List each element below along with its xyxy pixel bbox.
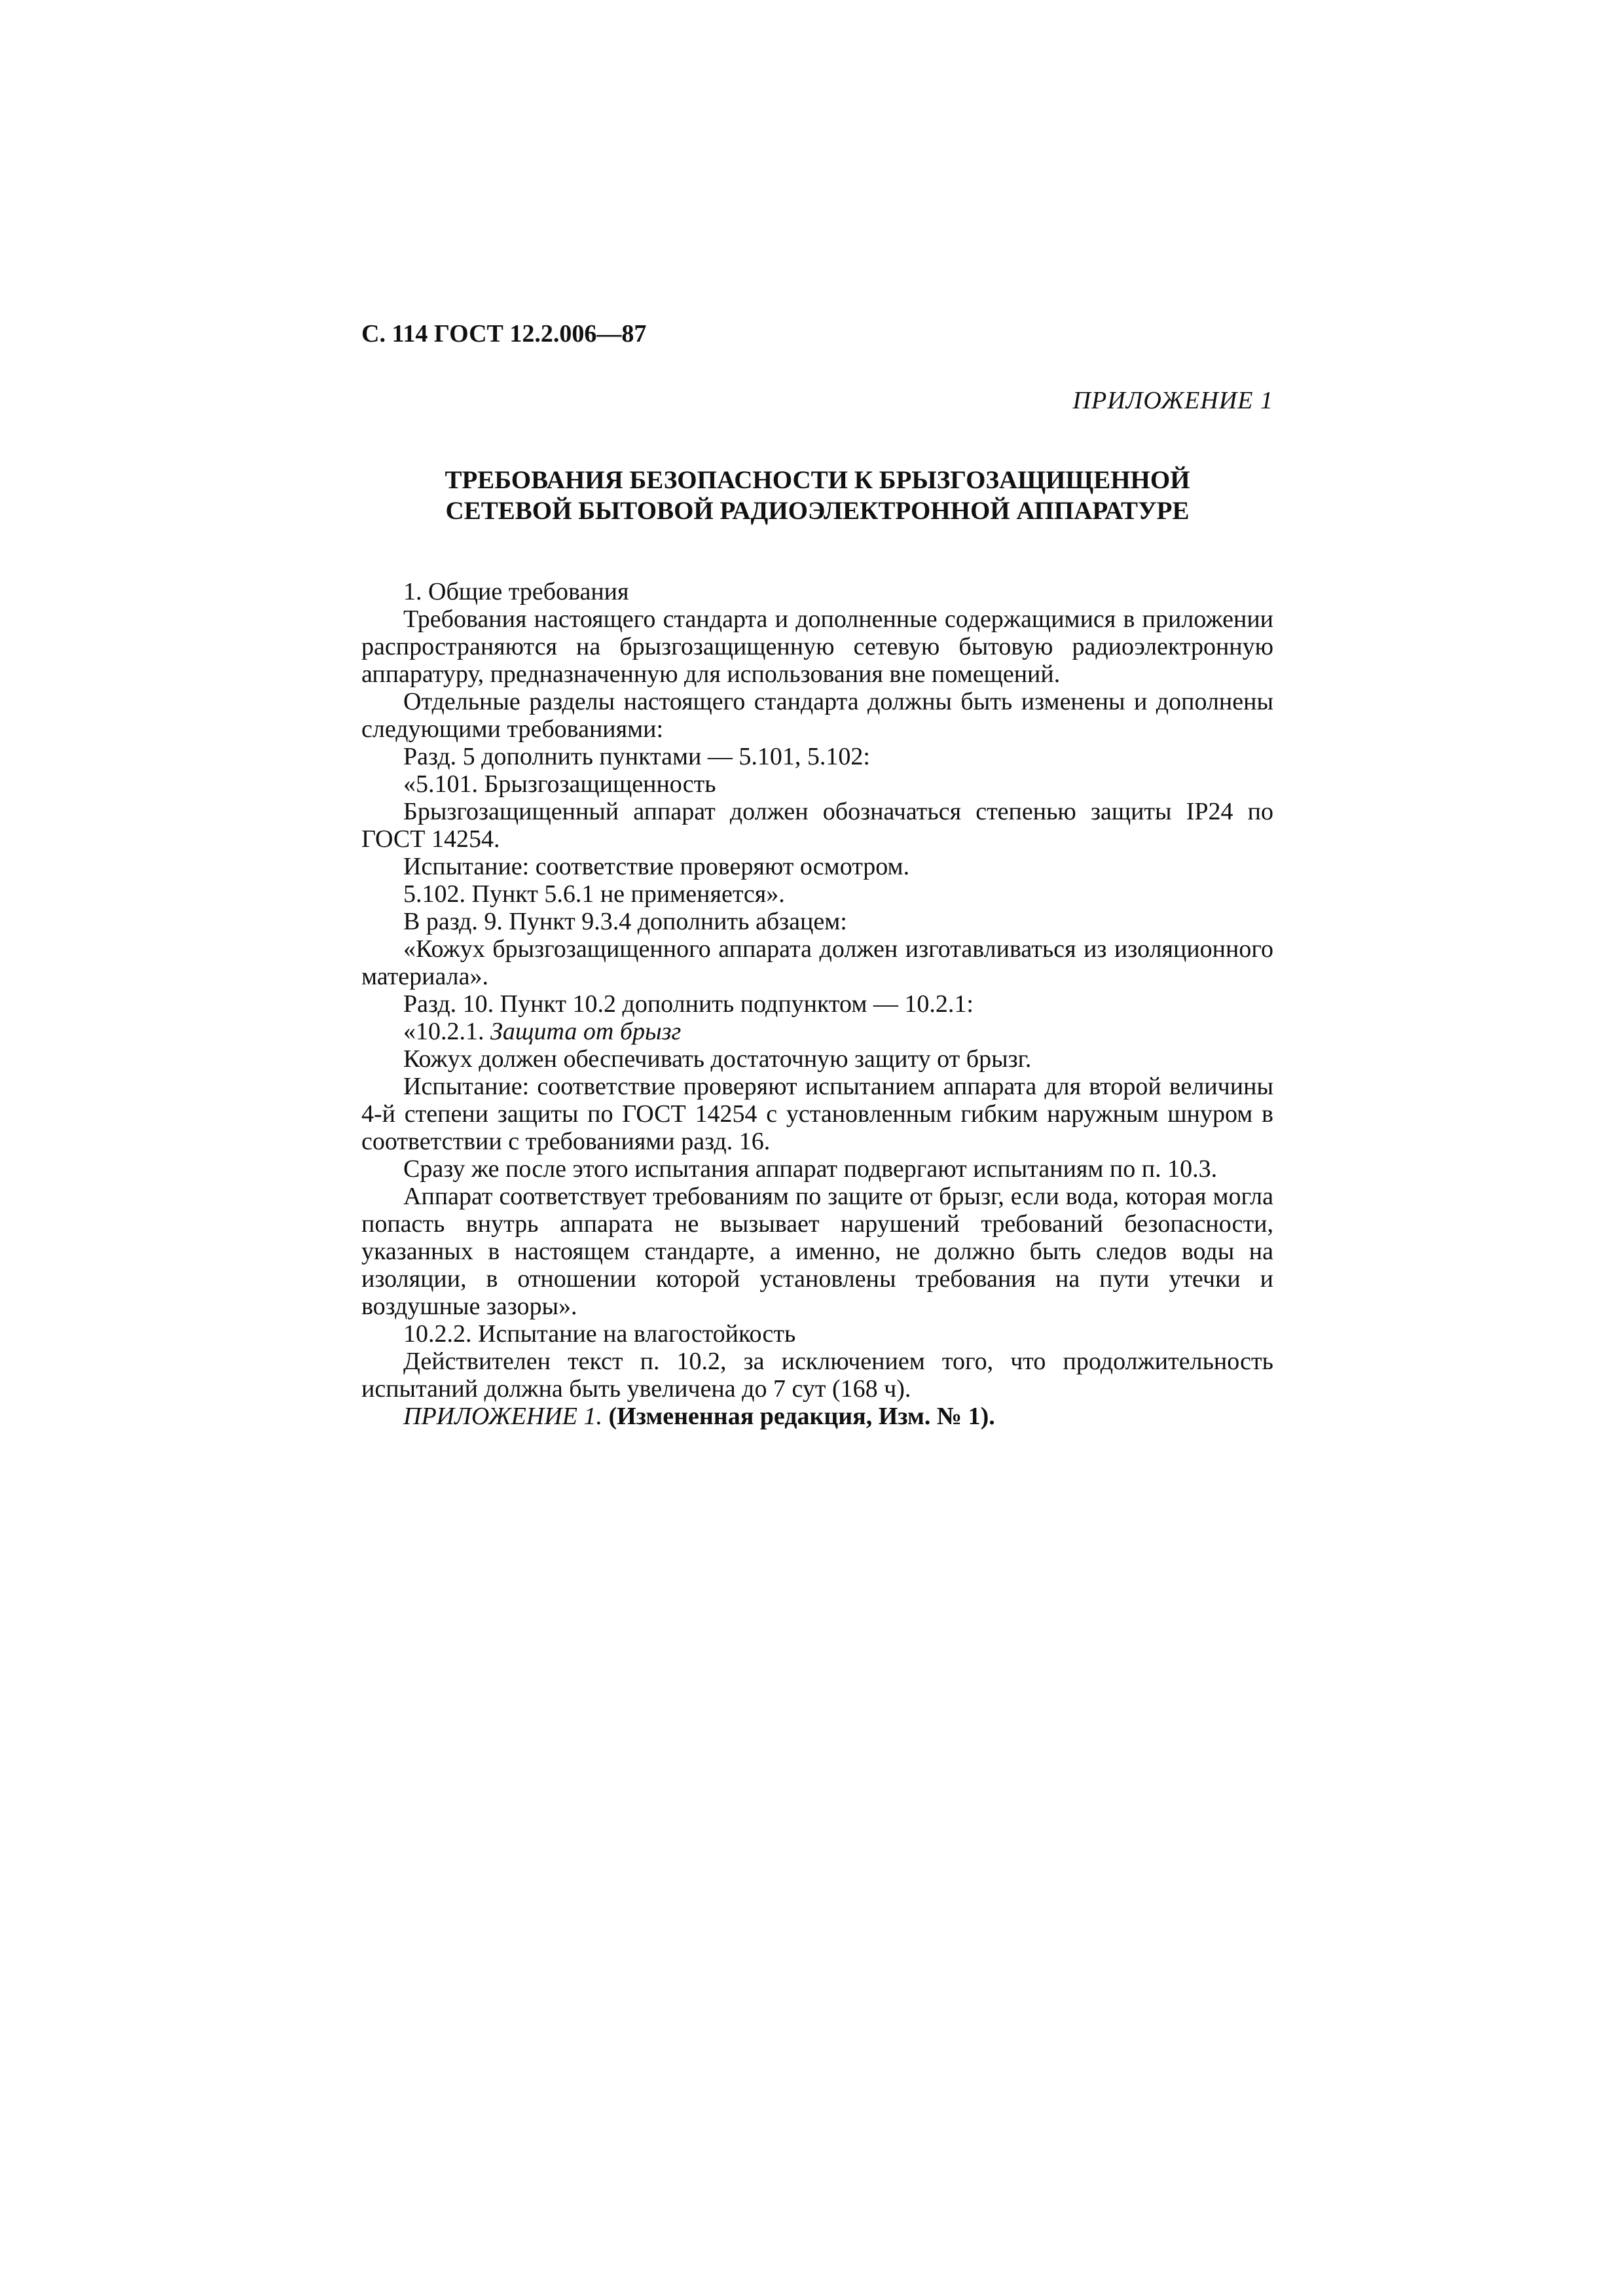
title-line-1: ТРЕБОВАНИЯ БЕЗОПАСНОСТИ К БРЫЗГОЗАЩИЩЕННОЙ [445,466,1190,494]
revision-note-text: (Измененная редакция, Изм. № 1). [602,1403,995,1430]
document-title [361,465,1273,526]
appendix-label: ПРИЛОЖЕНИЕ 1 [1072,387,1273,414]
paragraph [361,1018,1273,1045]
clause-title: Защита от брызг [490,1018,682,1045]
page-header: С. 114 ГОСТ 12.2.006—87 [361,320,647,348]
clause-number: «10.2.1. [403,1018,490,1045]
paragraph: Требования настоящего стандарта и дополненные содержащимися в приложении распространяются на брызгозащищенную сетевую бытовую радиоэлектронную аппаратуру, предназначенную для использования вне помещений. [361,605,1273,688]
revision-note [361,1403,1273,1430]
paragraph: Испытание: соответствие проверяют осмотром. [403,853,910,880]
paragraph: Кожух должен обеспечивать достаточную защиту от брызг. [403,1045,1032,1073]
title-line-2: СЕТЕВОЙ БЫТОВОЙ РАДИОЭЛЕКТРОННОЙ АППАРАТУРЕ [445,497,1190,525]
paragraph: Действителен текст п. 10.2, за исключением того, что продолжительность испытаний должна быть увеличена до 7 сут (168 ч). [361,1348,1273,1403]
paragraph: «Кожух брызгозащищенного аппарата должен изготавливаться из изоляционного материала». [361,935,1273,990]
paragraph: 5.102. Пункт 5.6.1 не применяется». [403,880,785,908]
paragraph: Брызгозащищенный аппарат должен обозначаться степенью защиты IP24 по ГОСТ 14254. [361,798,1273,853]
paragraph: Сразу же после этого испытания аппарат подвергают испытаниям по п. 10.3. [403,1155,1218,1183]
paragraph: Аппарат соответствует требованиям по защите от брызг, если вода, которая могла попасть внутрь аппарата не вызывает нарушений требований безопасности, указанных в настоящем стандарте, а именно, не должно быть следов воды на изоляции, в отношении которой установлены требования на пути утечки и воздушные зазоры». [361,1183,1273,1320]
paragraph: Испытание: соответствие проверяют испытанием аппарата для второй величины 4-й степени защиты по ГОСТ 14254 с установленным гибким наружным шнуром в соответствии с требованиями разд. 16. [361,1073,1273,1155]
paragraph: В разд. 9. Пункт 9.3.4 дополнить абзацем: [403,908,847,935]
revision-note-appendix: ПРИЛОЖЕНИЕ 1. [403,1403,602,1430]
paragraph: Отдельные разделы настоящего стандарта должны быть изменены и дополнены следующими требованиями: [361,688,1273,743]
paragraph: «5.101. Брызгозащищенность [403,770,716,798]
paragraph: Разд. 10. Пункт 10.2 дополнить подпунктом — 10.2.1: [403,990,974,1018]
paragraph: Разд. 5 дополнить пунктами — 5.101, 5.102: [403,743,870,770]
section-heading: 1. Общие требования [403,578,629,605]
paragraph: 10.2.2. Испытание на влагостойкость [403,1320,796,1348]
body-text [361,578,1273,1430]
